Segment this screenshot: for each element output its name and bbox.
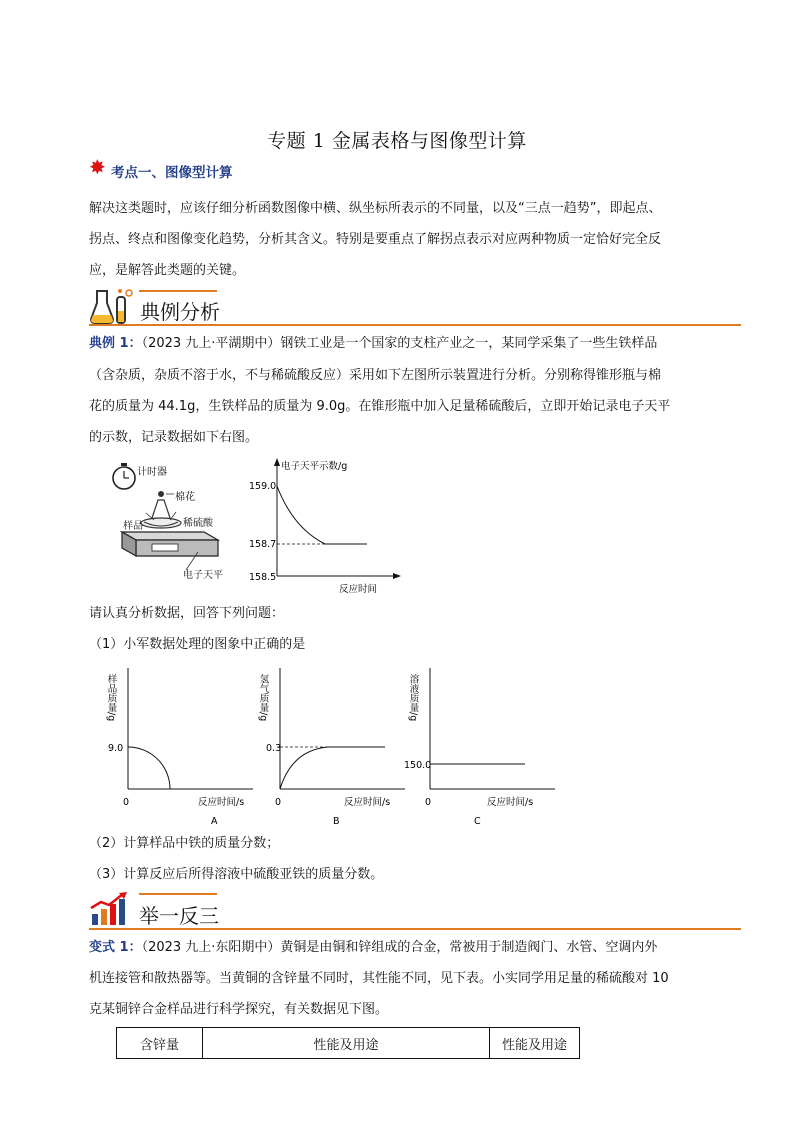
origin-label: 0 xyxy=(425,797,432,808)
chart-b xyxy=(257,662,410,827)
kaodian-heading: 考点一、图像型计算 xyxy=(111,165,233,181)
example-label: 典例 1： xyxy=(89,336,142,351)
y-arrow xyxy=(274,458,280,466)
origin-label: 0 xyxy=(123,797,130,808)
label-acid: 稀硫酸 xyxy=(183,518,213,529)
table-header-cell: 性能及用途 xyxy=(490,1028,580,1059)
x-axis-label: 反应时间/s xyxy=(198,797,245,808)
chart-a xyxy=(105,662,258,827)
series-line xyxy=(277,486,367,544)
divider-short xyxy=(139,893,217,895)
variant-label: 变式 1： xyxy=(89,940,142,955)
intro-line-1: 解决这类题时，应该仔细分析函数图像中横、纵坐标所表示的不同量，以及“三点一趋势”，即起点、 xyxy=(89,201,662,216)
question-3: （3）计算反应后所得溶液中硫酸亚铁的质量分数。 xyxy=(89,867,384,882)
trend-chart-icon xyxy=(89,892,129,926)
chart-label: A xyxy=(211,816,218,827)
example1-line-4: 的示数，记录数据如下右图。 xyxy=(89,430,259,445)
intro-line-2: 拐点、终点和图像变化趋势，分析其含义。特别是要重点了解拐点表示对应两种物质一定恰好完全反 xyxy=(89,232,662,247)
label-timer: 计时器 xyxy=(137,467,167,478)
label-cotton: 棉花 xyxy=(175,492,195,503)
example1-text-1: （2023 九上·平湖期中）钢铁工业是一个国家的支柱产业之一，某同学采集了一些生铁样品 xyxy=(141,336,658,351)
variant1-text-1: （2023 九上·东阳期中）黄铜是由铜和锌组成的合金，常被用于制造阀门、水管、空调内外 xyxy=(141,940,658,955)
timer-icon xyxy=(113,463,135,489)
origin-label: 0 xyxy=(275,797,282,808)
page-title: 专题 1 金属表格与图像型计算 xyxy=(267,130,527,152)
y-tick-label: 158.5 xyxy=(249,572,277,583)
chart-label: B xyxy=(333,816,340,827)
y-tick-label: 9.0 xyxy=(108,743,124,754)
y-tick-label: 150.0 xyxy=(404,760,432,771)
question-1: （1）小军数据处理的图象中正确的是 xyxy=(89,637,306,652)
chart-label: C xyxy=(474,816,481,827)
y-axis-label: 样品质量/g xyxy=(105,674,117,722)
y-tick-label: 0.3 xyxy=(266,743,282,754)
section-title-analysis: 典例分析 xyxy=(140,300,220,324)
variant1-line-3: 克某铜锌合金样品进行科学探究，有关数据见下图。 xyxy=(89,1002,389,1017)
intro-line-3: 应，是解答此类题的关键。 xyxy=(89,263,246,278)
divider-short xyxy=(139,290,217,292)
zinc-table xyxy=(116,1027,580,1059)
star-icon: ✸ xyxy=(89,155,106,179)
y-axis-label: 氢气质量/g xyxy=(257,674,269,722)
y-axis-label: 电子天平示数/g xyxy=(281,461,348,472)
example1-line-3: 花的质量为 44.1g，生铁样品的质量为 9.0g。在锥形瓶中加入足量稀硫酸后，立即开始记录电子天平 xyxy=(89,399,671,414)
x-axis-label: 反应时间/s xyxy=(487,797,534,808)
chart-balance xyxy=(245,458,405,598)
chart-c xyxy=(404,662,560,827)
section-title-practice: 举一反三 xyxy=(139,904,219,928)
variant1-line-2: 机连接管和散热器等。当黄铜的含锌量不同时，其性能不同，见下表。小实同学用足量的稀硫酸对 10 xyxy=(89,971,669,986)
series-line xyxy=(128,747,170,789)
example1-line-2: （含杂质，杂质不溶于水，不与稀硫酸反应）采用如下左图所示装置进行分析。分别称得锥形瓶与棉 xyxy=(89,368,662,383)
y-axis-label: 溶液质量/g xyxy=(407,674,419,722)
y-tick-label: 158.7 xyxy=(249,539,277,550)
question-prompt: 请认真分析数据，回答下列问题： xyxy=(89,606,285,621)
example1-line-1 xyxy=(89,328,709,359)
x-axis-label: 反应时间 xyxy=(339,584,378,595)
label-sample: 样品 xyxy=(123,521,143,532)
series-line xyxy=(280,747,385,789)
divider-orange xyxy=(89,324,741,326)
table-header-row xyxy=(117,1028,580,1059)
question-2: （2）计算样品中铁的质量分数； xyxy=(89,836,280,851)
y-tick-label: 159.0 xyxy=(249,481,277,492)
flask-icon xyxy=(89,287,139,325)
table-header-cell: 含锌量 xyxy=(117,1028,203,1059)
x-axis-label: 反应时间/s xyxy=(344,797,391,808)
label-balance: 电子天平 xyxy=(183,570,223,581)
table-header-cell: 性能及用途 xyxy=(202,1028,489,1059)
x-arrow xyxy=(393,573,401,579)
divider-orange xyxy=(89,928,741,930)
variant1-line-1 xyxy=(89,932,709,963)
